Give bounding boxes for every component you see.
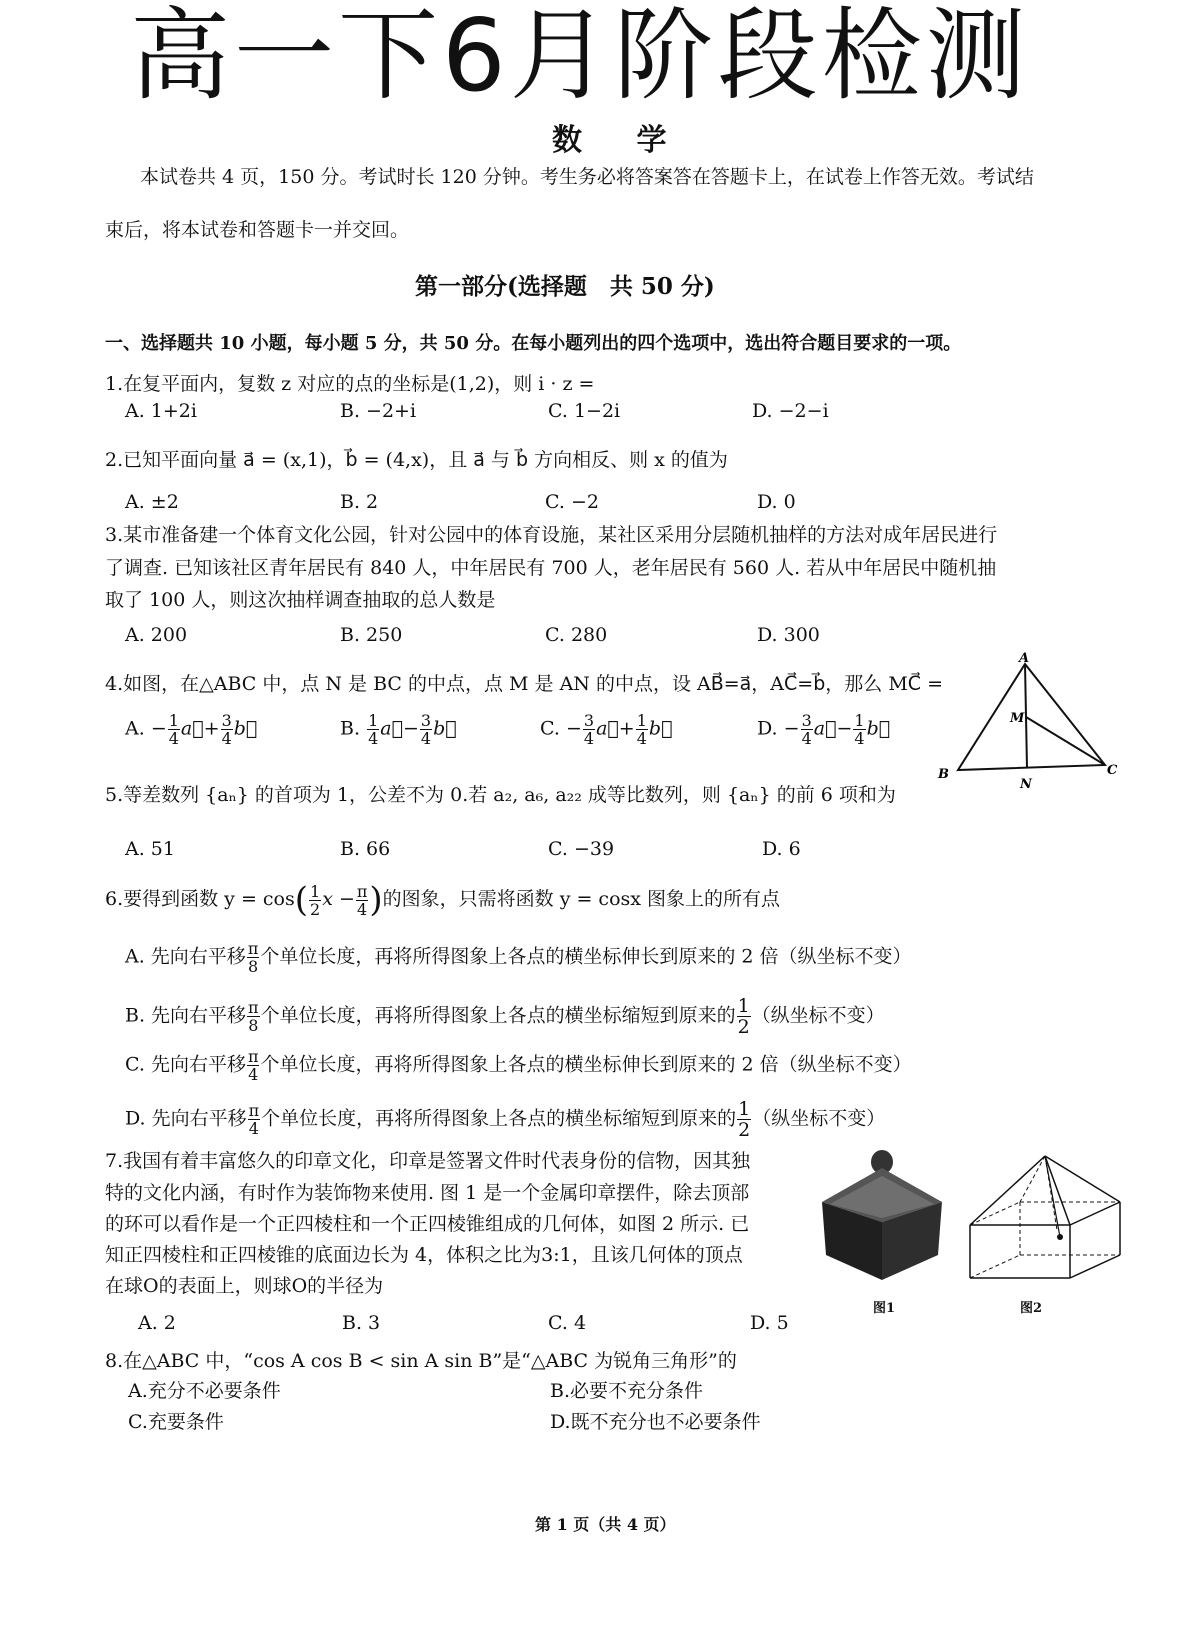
q6-stem: 6.要得到函数 y = cos( $\frac{1}{2}$ x − $\frac{\pi}{4}$ )的图象，只需将函数 y = cosx 图象上的所有点: [105, 880, 781, 920]
q7-option-a: A. 2: [138, 1312, 176, 1334]
q3-option-d: D. 300: [757, 624, 820, 646]
page-number: 第 1 页（共 4 页）: [535, 1515, 676, 1534]
q7-line-5: 在球O的表面上，则球O的半径为: [105, 1275, 384, 1297]
q8-option-b: B.必要不充分条件: [550, 1380, 704, 1402]
q2-option-a: A. ±2: [125, 491, 179, 513]
q5-option-b: B. 66: [340, 838, 391, 860]
q5-stem: 5.等差数列 {aₙ} 的首项为 1，公差不为 0.若 a₂, a₆, a₂₂ 成等比数列，则 {aₙ} 的前 6 项和为: [105, 784, 896, 806]
q8-option-a: A.充分不必要条件: [128, 1380, 281, 1402]
q6-option-d: D. 先向右平移 $\frac{\pi}{4}$ 个单位长度，再将所得图象上各点的横坐标缩短到原来的 $\frac{1}{2}$ （纵坐标不变）: [125, 1098, 886, 1141]
point-n-label: N: [1020, 777, 1032, 792]
fig2-caption: 图2: [1020, 1301, 1043, 1316]
q4-option-d: D. − $\frac{3}{4}$ a⃗− $\frac{1}{4}$ b⃗: [757, 711, 891, 748]
q1-stem: 1.在复平面内，复数 z 对应的点的坐标是(1,2)，则 i · z =: [105, 373, 595, 395]
fig1-caption: 图1: [873, 1301, 896, 1316]
q3-option-b: B. 250: [340, 624, 403, 646]
q1-option-d: D. −2−i: [752, 400, 829, 422]
section-intro: 一、选择题共 10 小题，每小题 5 分，共 50 分。在每小题列出的四个选项中，选出符合题目要求的一项。: [105, 333, 962, 354]
q3-option-a: A. 200: [125, 624, 188, 646]
q7-line-4: 知正四棱柱和正四棱锥的底面边长为 4，体积之比为3:1，且该几何体的顶点: [105, 1244, 743, 1266]
intro-line-1: 本试卷共 4 页，150 分。考试时长 120 分钟。考生务必将答案答在答题卡上，在试卷上作答无效。考试结: [140, 166, 1034, 188]
q1-option-c: C. 1−2i: [548, 400, 621, 422]
prism-pyramid-figure: [960, 1150, 1160, 1290]
seal-photo-figure: [812, 1140, 952, 1290]
q6-option-a: A. 先向右平移 $\frac{\pi}{8}$ 个单位长度，再将所得图象上各点的横坐标伸长到原来的 2 倍（纵坐标不变）: [125, 939, 912, 976]
q5-option-c: C. −39: [548, 838, 615, 860]
q6-option-b: B. 先向右平移 $\frac{\pi}{8}$ 个单位长度，再将所得图象上各点的横坐标缩短到原来的 $\frac{1}{2}$ （纵坐标不变）: [125, 995, 885, 1038]
q2-option-c: C. −2: [545, 491, 599, 513]
q1-option-a: A. 1+2i: [125, 400, 197, 422]
q2-stem: 2.已知平面向量 a⃗ = (x,1)，b⃗ = (4,x)，且 a⃗ 与 b⃗ 方向相反、则 x 的值为: [105, 449, 728, 471]
q4-option-b: B. $\frac{1}{4}$ a⃗− $\frac{3}{4}$ b⃗: [340, 711, 457, 748]
triangle-abc-figure: [930, 650, 1130, 800]
q8-stem: 8.在△ABC 中，“cos A cos B < sin A sin B”是“△ABC 为锐角三角形”的: [105, 1350, 737, 1372]
q7-option-d: D. 5: [750, 1312, 789, 1334]
vertex-a-label: A: [1019, 651, 1030, 666]
intro-line-2: 束后，将本试卷和答题卡一并交回。: [105, 219, 410, 241]
subject-title: 数 学: [552, 123, 689, 158]
q4-stem: 4.如图，在△ABC 中，点 N 是 BC 的中点，点 M 是 AN 的中点，设 AB⃗=a⃗，AC⃗=b⃗，那么 MC⃗ =: [105, 673, 943, 695]
q3-line-3: 取了 100 人，则这次抽样调查抽取的总人数是: [105, 589, 496, 611]
q7-line-2: 特的文化内涵，有时作为装饰物来使用. 图 1 是一个金属印章摆件，除去顶部: [105, 1182, 750, 1204]
point-m-label: M: [1010, 711, 1025, 726]
exam-title: 高一下6月阶段检测: [130, 0, 1030, 114]
vertex-b-label: B: [938, 767, 949, 782]
part-heading: 第一部分(选择题 共 50 分): [415, 273, 715, 300]
q3-line-1: 3.某市准备建一个体育文化公园，针对公园中的体育设施，某社区采用分层随机抽样的方法对成年居民进行: [105, 524, 998, 546]
q7-option-c: C. 4: [548, 1312, 587, 1334]
q6-option-c: C. 先向右平移 $\frac{\pi}{4}$ 个单位长度，再将所得图象上各点的横坐标伸长到原来的 2 倍（纵坐标不变）: [125, 1047, 912, 1084]
q7-line-3: 的环可以看作是一个正四棱柱和一个正四棱锥组成的几何体，如图 2 所示. 已: [105, 1213, 750, 1235]
q7-line-1: 7.我国有着丰富悠久的印章文化，印章是签署文件时代表身份的信物，因其独: [105, 1150, 751, 1172]
q4-option-a: A. − $\frac{1}{4}$ a⃗+ $\frac{3}{4}$ b⃗: [125, 711, 258, 748]
vertex-c-label: C: [1107, 763, 1118, 778]
q5-option-d: D. 6: [762, 838, 801, 860]
q8-option-d: D.既不充分也不必要条件: [550, 1411, 761, 1433]
q4-option-c: C. − $\frac{3}{4}$ a⃗+ $\frac{1}{4}$ b⃗: [540, 711, 673, 748]
q3-option-c: C. 280: [545, 624, 608, 646]
q5-option-a: A. 51: [125, 838, 175, 860]
q2-option-d: D. 0: [757, 491, 796, 513]
q7-option-b: B. 3: [342, 1312, 381, 1334]
q8-option-c: C.充要条件: [128, 1411, 224, 1433]
q2-option-b: B. 2: [340, 491, 379, 513]
q1-option-b: B. −2+i: [340, 400, 417, 422]
q3-line-2: 了调查. 已知该社区青年居民有 840 人，中年居民有 700 人，老年居民有 560 人. 若从中年居民中随机抽: [105, 557, 997, 579]
